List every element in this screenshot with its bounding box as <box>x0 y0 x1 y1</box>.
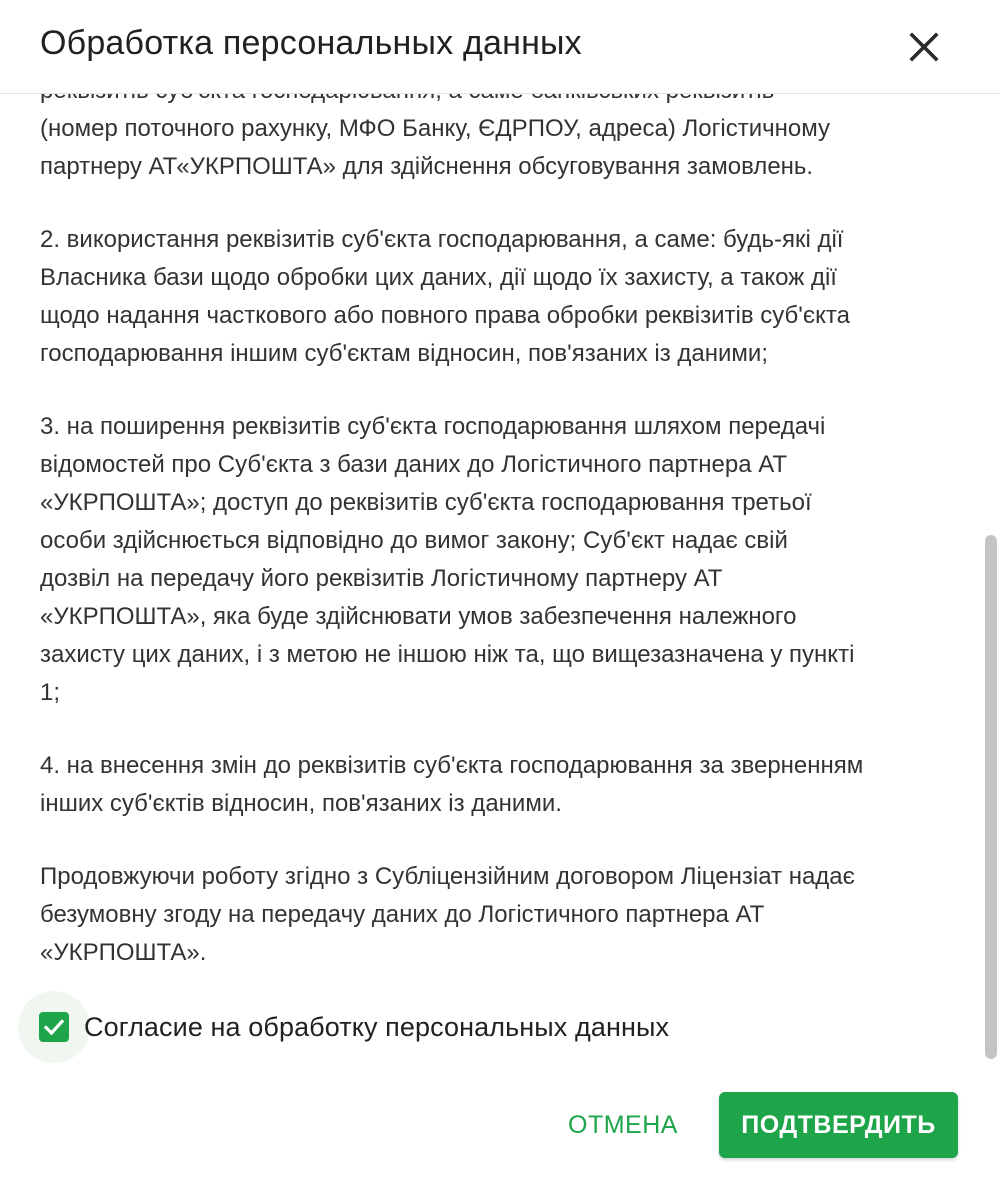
text-line: інших суб'єктів відносин, пов'язаних із даними. <box>40 790 562 817</box>
agreement-paragraph-2 <box>40 221 940 373</box>
text-line: 2. використання реквізитів суб'єкта господарювання, а саме: будь-які дії <box>40 226 844 253</box>
consent-checkbox[interactable] <box>39 1012 69 1042</box>
text-line: (номер поточного рахунку, МФО Банку, ЄДРПОУ, адреса) Логістичному <box>40 115 830 142</box>
dialog-title: Обработка персональных данных <box>40 24 582 62</box>
dialog-header <box>0 0 1000 94</box>
text-line: дозвіл на передачу його реквізитів Логістичному партнеру АТ <box>40 565 723 592</box>
text-line: Продовжуючи роботу згідно з Субліцензійним договором Ліцензіат надає <box>40 863 855 890</box>
text-line: 4. на внесення змін до реквізитів суб'єкта господарювання за зверненням <box>40 752 864 779</box>
agreement-paragraph-3 <box>40 408 940 712</box>
confirm-button[interactable]: ПОДТВЕРДИТЬ <box>719 1092 958 1158</box>
text-line: відомостей про Суб'єкта з бази даних до Логістичного партнера АТ <box>40 451 788 478</box>
agreement-paragraph-4 <box>40 747 940 823</box>
text-line: «УКРПОШТА». <box>40 939 207 966</box>
close-icon <box>904 27 944 67</box>
checkbox-focus-halo[interactable] <box>18 991 90 1063</box>
text-line: господарювання іншим суб'єктам відносин, пов'язаних із даними; <box>40 340 768 367</box>
text-line: захисту цих даних, і з метою не іншою ніж та, що вищезазначена у пункті <box>40 641 855 668</box>
dialog-scroll-content[interactable] <box>0 94 1000 990</box>
consent-checkbox-row[interactable] <box>18 990 669 1064</box>
text-line: «УКРПОШТА», яка буде здійснювати умов забезпечення належного <box>40 603 797 630</box>
text-line: 1; <box>40 679 61 706</box>
text-line: партнеру АТ«УКРПОШТА» для здійснення обсуговування замовлень. <box>40 153 814 180</box>
scrollbar-thumb[interactable] <box>985 535 997 1059</box>
cancel-button[interactable]: ОТМЕНА <box>568 1111 678 1139</box>
text-line: 3. на поширення реквізитів суб'єкта господарювання шляхом передачі <box>40 413 826 440</box>
text-line: «УКРПОШТА»; доступ до реквізитів суб'єкта господарювання третьої <box>40 489 812 516</box>
text-line: особи здійснюється відповідно до вимог закону; Суб'єкт надає свій <box>40 527 788 554</box>
agreement-paragraph-5 <box>40 858 940 972</box>
dialog-actions <box>0 1092 1000 1158</box>
text-line: безумовну згоду на передачу даних до Логістичного партнера АТ <box>40 901 765 928</box>
consent-label[interactable]: Согласие на обработку персональных данных <box>84 1011 670 1042</box>
agreement-text <box>40 72 940 1007</box>
text-line: щодо надання часткового або повного права обробки реквізитів суб'єкта <box>40 302 850 329</box>
text-line: Власника бази щодо обробки цих даних, дії щодо їх захисту, а також дії <box>40 264 837 291</box>
check-icon <box>42 1015 66 1039</box>
close-button[interactable] <box>904 27 944 67</box>
